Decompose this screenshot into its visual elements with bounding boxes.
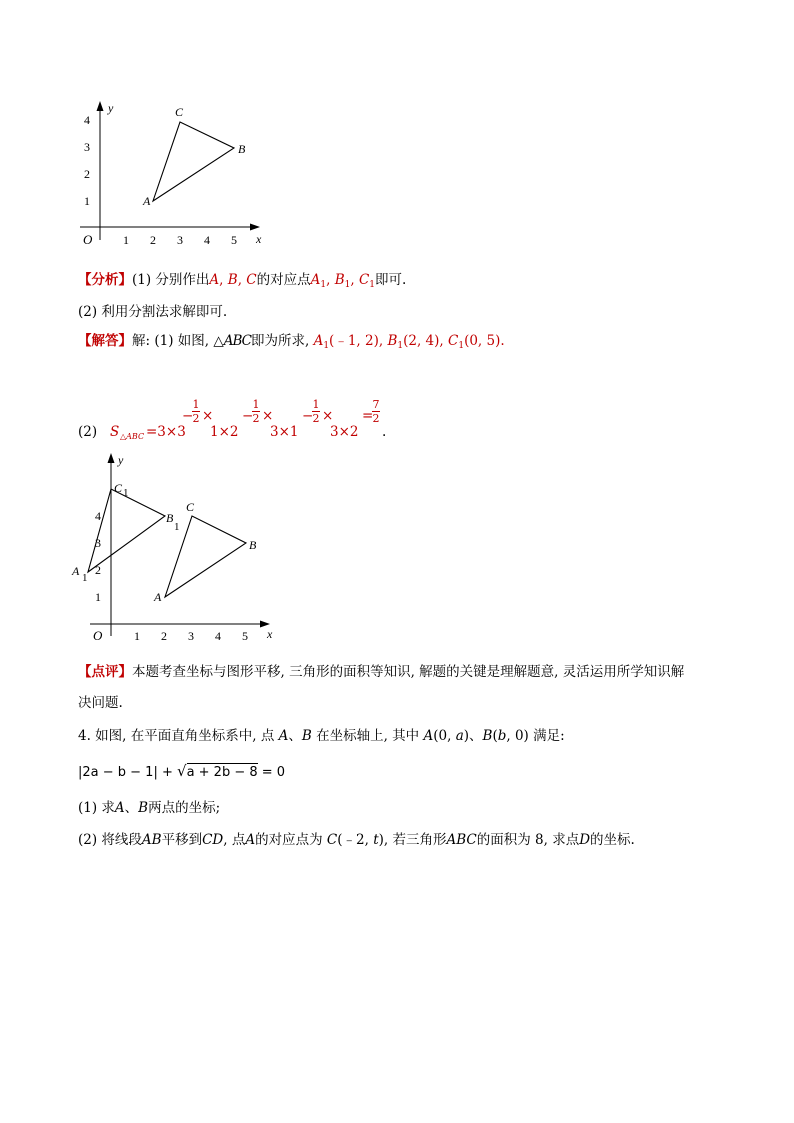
graph1-x-arrow	[250, 224, 260, 231]
comment-line-2: 决问题.	[78, 695, 123, 711]
area-sub: △ABC	[120, 432, 145, 441]
analysis-bracket: 【分析】	[78, 272, 132, 288]
area-frac-2: 1 2	[252, 398, 260, 425]
solution-line-1: 【解答】解: (1) 如图, △ABC即为所求, $A_1(﹣1$, 2), $B_1(2$, 4), $C_1(0$, 5).	[78, 333, 505, 351]
area-times-1: ×	[202, 408, 214, 424]
area-s: S	[110, 424, 120, 440]
graph1-point-b: B	[238, 142, 246, 156]
graph1-point-a: A	[143, 194, 151, 208]
area-frac-3: 1 2	[312, 398, 320, 425]
area-times-2: ×	[262, 408, 274, 424]
problem4-question-2: (2) 将线段AB平移到CD, 点A的对应点为 C(﹣2, t), 若三角形ABC的面积为 8, 求点D的坐标.	[78, 832, 635, 848]
graph1-x-tick-4: 4	[204, 233, 210, 247]
graph1-y-tick-1: 1	[84, 194, 90, 208]
graph2-point-b1-sub: 1	[174, 521, 180, 533]
graph2-point-a1: A	[72, 564, 80, 578]
graph1-y-label: y	[108, 101, 114, 115]
graph2-point-b: B	[249, 538, 257, 552]
graph2-y-label: y	[118, 453, 124, 467]
graph2-x-tick-2: 2	[161, 629, 167, 643]
area-expr1: =3×3	[146, 424, 186, 440]
graph1-x-tick-2: 2	[150, 233, 156, 247]
area-label: (2)	[78, 424, 98, 440]
graph2-point-a1-sub: 1	[82, 572, 88, 584]
graph1-y-arrow	[97, 101, 104, 111]
graph1-x-tick-1: 1	[123, 233, 129, 247]
comment-line-1: 【点评】本题考查坐标与图形平移, 三角形的面积等知识, 解题的关键是理解题意, 灵活运用所学知识解	[78, 664, 685, 680]
area-frac-1: 1 2	[192, 398, 200, 425]
area-end: .	[382, 424, 387, 440]
comment-bracket: 【点评】	[78, 664, 132, 680]
graph1-y-tick-2: 2	[84, 167, 90, 181]
analysis-line-1: 【分析】(1) 分别作出A, B, C的对应点$A_1$, $B_1$, $C_1$即可.	[78, 272, 407, 290]
graph1-x-tick-5: 5	[231, 233, 237, 247]
graph1-point-c: C	[175, 105, 184, 119]
problem4-line-1: 4. 如图, 在平面直角坐标系中, 点 A、B 在坐标轴上, 其中 A(0, a)、B(b, 0) 满足:	[78, 728, 565, 744]
graph1-y-tick-3: 3	[84, 140, 90, 154]
graph1-y-tick-4: 4	[84, 113, 90, 127]
graph2-point-c: C	[186, 500, 195, 514]
graph2-y-tick-3: 3	[95, 536, 101, 550]
area-times-3: ×	[322, 408, 334, 424]
area-formula	[78, 395, 398, 445]
graph2-y-tick-2: 2	[95, 563, 101, 577]
graph2-origin: O	[93, 628, 103, 643]
graph2-point-c1-sub: 1	[123, 487, 129, 499]
problem4-equation: |2a − b − 1| + √a + 2b − 8 = 0	[78, 762, 286, 780]
area-e2: 3×1	[270, 424, 299, 440]
graph1-x-label: x	[256, 232, 262, 246]
area-minus-3: −	[302, 408, 314, 424]
graph2-y-tick-4: 4	[95, 509, 101, 523]
graph2-x-tick-5: 5	[242, 629, 248, 643]
graph2-x-label: x	[267, 627, 273, 641]
area-e3: 3×2	[330, 424, 359, 440]
graph1-origin: O	[83, 232, 93, 247]
graph2-point-a: A	[154, 590, 162, 604]
graph2-y-tick-1: 1	[95, 590, 101, 604]
graph2-x-tick-4: 4	[215, 629, 221, 643]
analysis-line-2: (2) 利用分割法求解即可.	[78, 304, 228, 320]
solution-bracket: 【解答】	[78, 333, 132, 349]
area-minus-2: −	[242, 408, 254, 424]
graph2-y-arrow	[108, 453, 115, 463]
graph-1	[70, 95, 280, 255]
area-result: 7 2	[372, 398, 380, 425]
area-eq: =	[362, 408, 374, 424]
problem4-question-1: (1) 求A、B两点的坐标;	[78, 800, 221, 816]
graph1-triangle-abc	[153, 122, 234, 201]
graph2-x-tick-3: 3	[188, 629, 194, 643]
area-e1: 1×2	[210, 424, 239, 440]
graph-2	[70, 448, 280, 644]
graph2-point-b1: B	[166, 511, 174, 525]
graph1-x-tick-3: 3	[177, 233, 183, 247]
graph2-triangle-a1b1c1	[88, 489, 165, 572]
graph2-point-c1: C	[114, 481, 123, 495]
area-minus-1: −	[182, 408, 194, 424]
graph2-x-tick-1: 1	[134, 629, 140, 643]
